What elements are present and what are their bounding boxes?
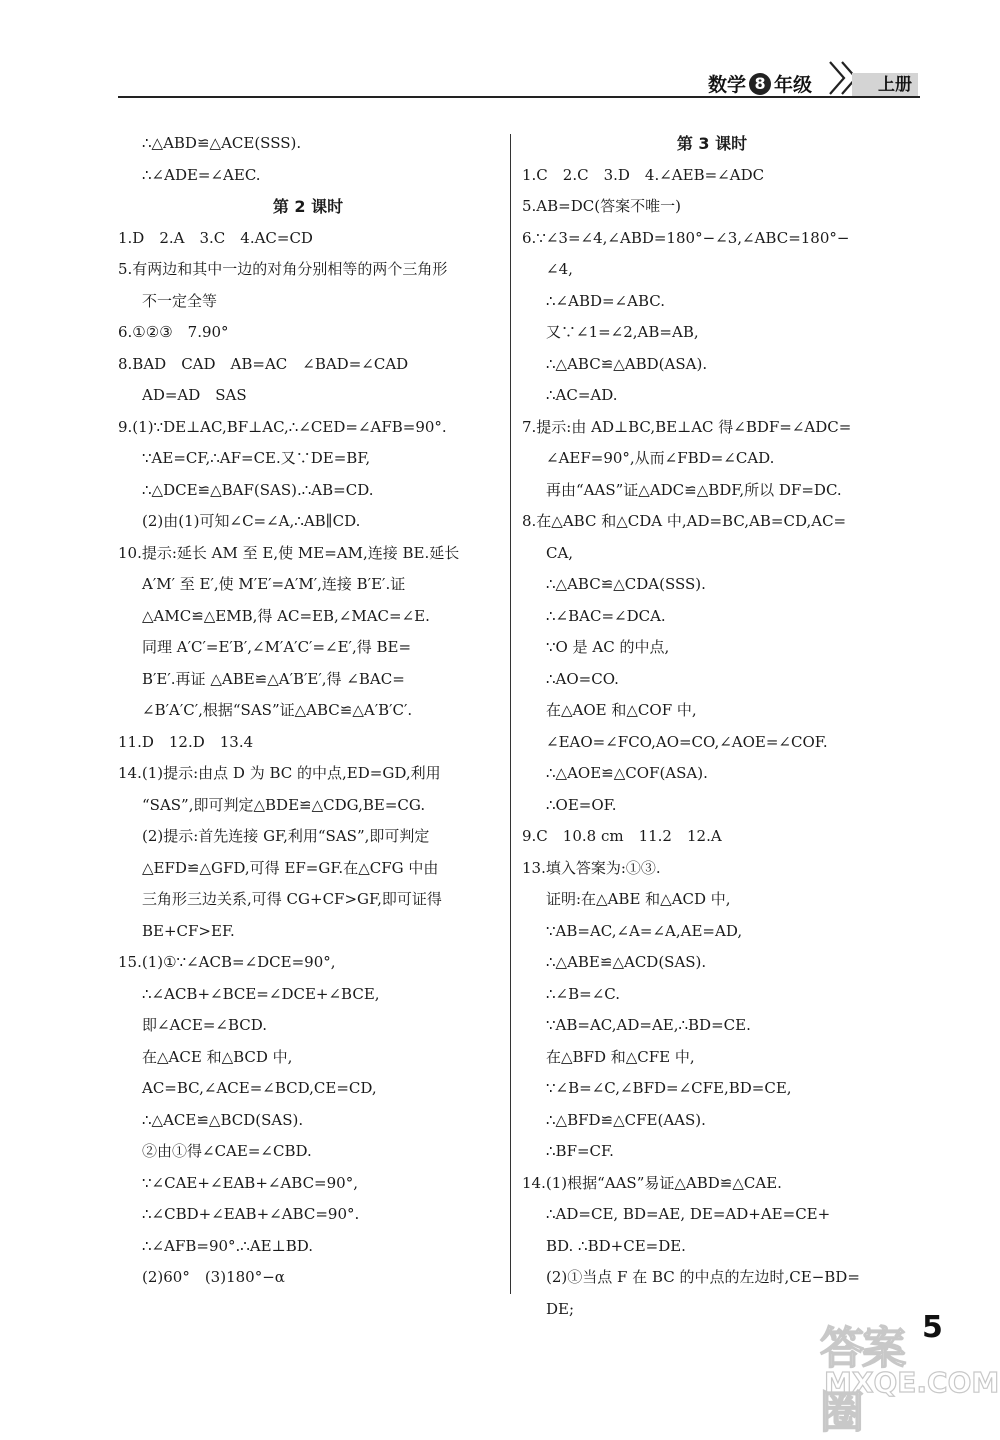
answer-line: 10.提示:延长 AM 至 E,使 ME=AM,连接 BE.延长 [118,543,460,562]
answer-line: “SAS”,即可判定△BDE≌△CDG,BE=CG. [142,795,426,814]
answer-line: BE+CF>EF. [142,921,235,940]
section-heading: 第 2 课时 [272,197,344,216]
answer-line: A′M′ 至 E′,使 M′E′=A′M′,连接 B′E′.证 [142,575,406,593]
answer-line: 8.在△ABC 和△CDA 中,AD=BC,AB=CD,AC= [522,512,847,530]
answer-line: ∴△ABC≌△ABD(ASA). [546,354,708,373]
answer-line: 14.(1)根据“AAS”易证△ABD≌△CAE. [522,1173,782,1192]
answer-line: 15.(1)①∵∠ACB=∠DCE=90°, [118,953,336,971]
answer-line: ∴AO=CO. [546,669,619,688]
answer-line: BD. ∴BD+CE=DE. [546,1236,686,1255]
answer-line: 5.AB=DC(答案不唯一) [522,197,681,215]
subject-label: 数学 [708,74,747,96]
grade-badge: 8 [749,73,771,95]
header-rule [118,96,920,98]
answer-line: 7.提示:由 AD⊥BC,BE⊥AC 得∠BDF=∠ADC= [522,417,852,436]
answer-line: (2)提示:首先连接 GF,利用“SAS”,即可判定 [142,827,430,845]
answer-line: 再由“AAS”证△ADC≌△BDF,所以 DF=DC. [546,480,842,499]
answer-line: ∠B′A′C′,根据“SAS”证△ABC≌△A′B′C′. [142,701,413,719]
answer-line: ∴∠BAC=∠DCA. [546,606,666,625]
answer-line: △EFD≌△GFD,可得 EF=GF.在△CFG 中由 [142,858,439,877]
answer-line: AC=BC,∠ACE=∠BCD,CE=CD, [142,1079,377,1097]
watermark [820,1308,1000,1438]
answer-line: ∵∠B=∠C,∠BFD=∠CFE,BD=CE, [546,1079,792,1097]
answer-line: ∠4, [546,260,573,278]
answer-line: CA, [546,543,574,562]
answer-line: ∴∠CBD+∠EAB+∠ABC=90°. [142,1205,360,1223]
answer-line: ∵AB=AC,AD=AE,∴BD=CE. [546,1016,751,1034]
right-column [522,128,902,1325]
page-header [0,0,1000,110]
answer-line: ∵O 是 AC 的中点, [546,638,670,656]
answer-line: 在△ACE 和△BCD 中, [142,1047,293,1066]
watermark-logo: 答案圈 [820,1323,904,1438]
answer-line: ∴△ABC≌△CDA(SSS). [546,575,706,593]
answer-line: 1.D 2.A 3.C 4.AC=CD [118,228,313,247]
answer-line: ∠EAO=∠FCO,AO=CO,∠AOE=∠COF. [546,732,828,751]
answer-line: 6.①②③ 7.90° [118,323,229,341]
answer-line: ∴BF=CF. [546,1142,614,1160]
answer-line: ∠AEF=90°,从而∠FBD=∠CAD. [546,449,775,467]
answer-line: 11.D 12.D 13.4 [118,732,254,751]
answer-line: 13.填入答案为:①③. [522,858,661,877]
section-heading: 第 3 课时 [676,134,748,153]
watermark-url: MXQE.COM [824,1366,1000,1399]
answer-line: ∴∠B=∠C. [546,984,620,1003]
answer-line: ∴△ABE≌△ACD(SAS). [546,953,707,971]
answer-line: ∴△ABD≌△ACE(SSS). [142,134,302,152]
answer-line: 9.C 10.8 cm 11.2 12.A [522,827,722,845]
answer-line: ∴∠ABD=∠ABC. [546,291,665,310]
answer-line: ∴△AOE≌△COF(ASA). [546,764,708,782]
grade-unit-label: 年级 [774,74,813,96]
answer-line: 14.(1)提示:由点 D 为 BC 的中点,ED=GD,利用 [118,764,441,782]
answer-line: AD=AD SAS [142,386,247,404]
answer-line: ∴△DCE≌△BAF(SAS).∴AB=CD. [142,480,374,499]
answer-line: (2)60° (3)180°−α [142,1268,285,1286]
answer-line: ∴∠ACB+∠BCE=∠DCE+∠BCE, [142,984,380,1003]
answer-line: 即∠ACE=∠BCD. [142,1016,268,1034]
answer-line: △AMC≌△EMB,得 AC=EB,∠MAC=∠E. [142,606,430,625]
answer-line: 证明:在△ABE 和△ACD 中, [546,890,731,908]
subject-title [708,70,812,97]
answer-line: 5.有两边和其中一边的对角分别相等的两个三角形 [118,260,448,278]
answer-line: 又∵∠1=∠2,AB=AB, [546,323,699,341]
answer-line: (2)由(1)可知∠C=∠A,∴AB∥CD. [142,512,361,530]
answer-line: ∴∠ADE=∠AEC. [142,165,261,184]
answer-line: ∴∠AFB=90°.∴AE⊥BD. [142,1236,314,1255]
answer-line: (2)①当点 F 在 BC 的中点的左边时,CE−BD= [546,1268,860,1286]
answer-line: 6.∵∠3=∠4,∠ABD=180°−∠3,∠ABC=180°− [522,228,850,247]
answer-line: 三角形三边关系,可得 CG+CF>GF,即可证得 [142,890,442,908]
answer-line: 在△BFD 和△CFE 中, [546,1047,695,1066]
left-column [118,128,498,1294]
answer-line: ∴AC=AD. [546,386,618,404]
answer-line: 不一定全等 [142,291,218,310]
answer-line: 8.BAD CAD AB=AC ∠BAD=∠CAD [118,354,409,373]
volume-label: 上册 [852,73,918,97]
answer-line: ∴AD=CE, BD=AE, DE=AD+AE=CE+ [546,1205,831,1223]
answer-line: ∴△BFD≌△CFE(AAS). [546,1110,706,1129]
answer-line: 同理 A′C′=E′B′,∠M′A′C′=∠E′,得 BE= [142,638,412,656]
answer-line: 1.C 2.C 3.D 4.∠AEB=∠ADC [522,165,765,184]
column-divider [510,134,511,1294]
answer-line: DE; [546,1299,575,1318]
answer-line: ∵AE=CF,∴AF=CE.又∵DE=BF, [142,449,371,467]
page-number: 5 [922,1310,943,1345]
answer-line: ∵∠CAE+∠EAB+∠ABC=90°, [142,1173,358,1192]
answer-line: B′E′.再证 △ABE≌△A′B′E′,得 ∠BAC= [142,669,405,688]
answer-line: ∵AB=AC,∠A=∠A,AE=AD, [546,921,743,940]
answer-line: ②由①得∠CAE=∠CBD. [142,1142,312,1160]
answer-line: 9.(1)∵DE⊥AC,BF⊥AC,∴∠CED=∠AFB=90°. [118,417,447,436]
answer-line: 在△AOE 和△COF 中, [546,701,697,719]
answer-line: ∴OE=OF. [546,795,617,814]
answer-line: ∴△ACE≌△BCD(SAS). [142,1110,304,1129]
